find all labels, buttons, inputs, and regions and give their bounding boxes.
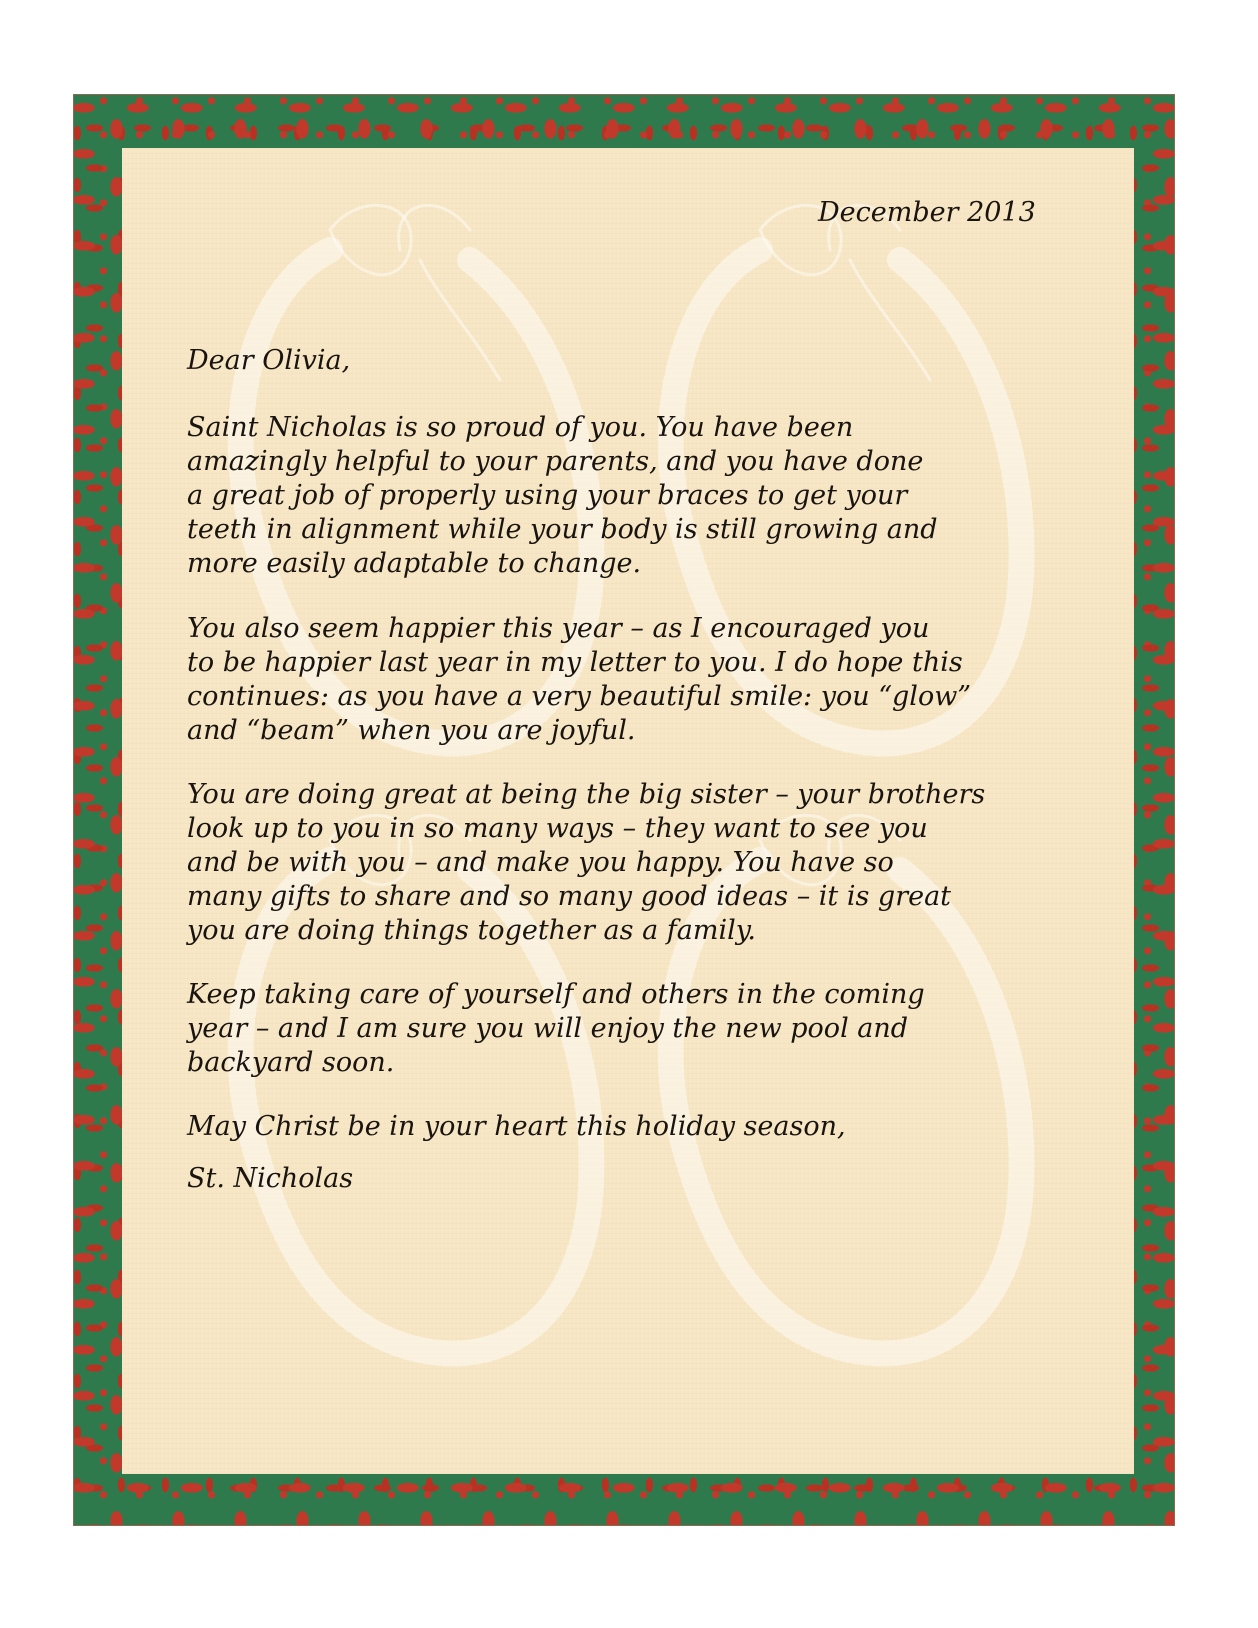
letter-paragraph: Keep taking care of yourself and others in the coming year – and I am sure you will enjoy the new pool and backyard soon.	[187, 979, 925, 1078]
letter-date: December 2013	[818, 197, 1036, 228]
letter-greeting: Dear Olivia,	[187, 345, 351, 376]
letter-paragraph: Saint Nicholas is so proud of you. You have been amazingly helpful to your parents, and you have done a great job of properly using your braces to get your teeth in alignment while your body is still growing and more easily adaptable to change.	[187, 412, 938, 579]
letter-closing: May Christ be in your heart this holiday season,	[187, 1111, 846, 1142]
ribbon-bow-icon	[760, 205, 930, 380]
ribbon-bow-icon	[330, 205, 500, 380]
letter-signature: St. Nicholas	[187, 1163, 354, 1194]
letter-paragraph: You also seem happier this year – as I encouraged you to be happier last year in my letter to you. I do hope this continues: as you have a very beautiful smile: you “glow” and “beam” when you are joyful.	[187, 613, 972, 746]
letter-paragraph: You are doing great at being the big sister – your brothers look up to you in so many ways – they want to see you and be with you – and make you happy. You have so many gifts to share and so many good ideas – it is great you are doing things together as a family.	[187, 779, 986, 946]
